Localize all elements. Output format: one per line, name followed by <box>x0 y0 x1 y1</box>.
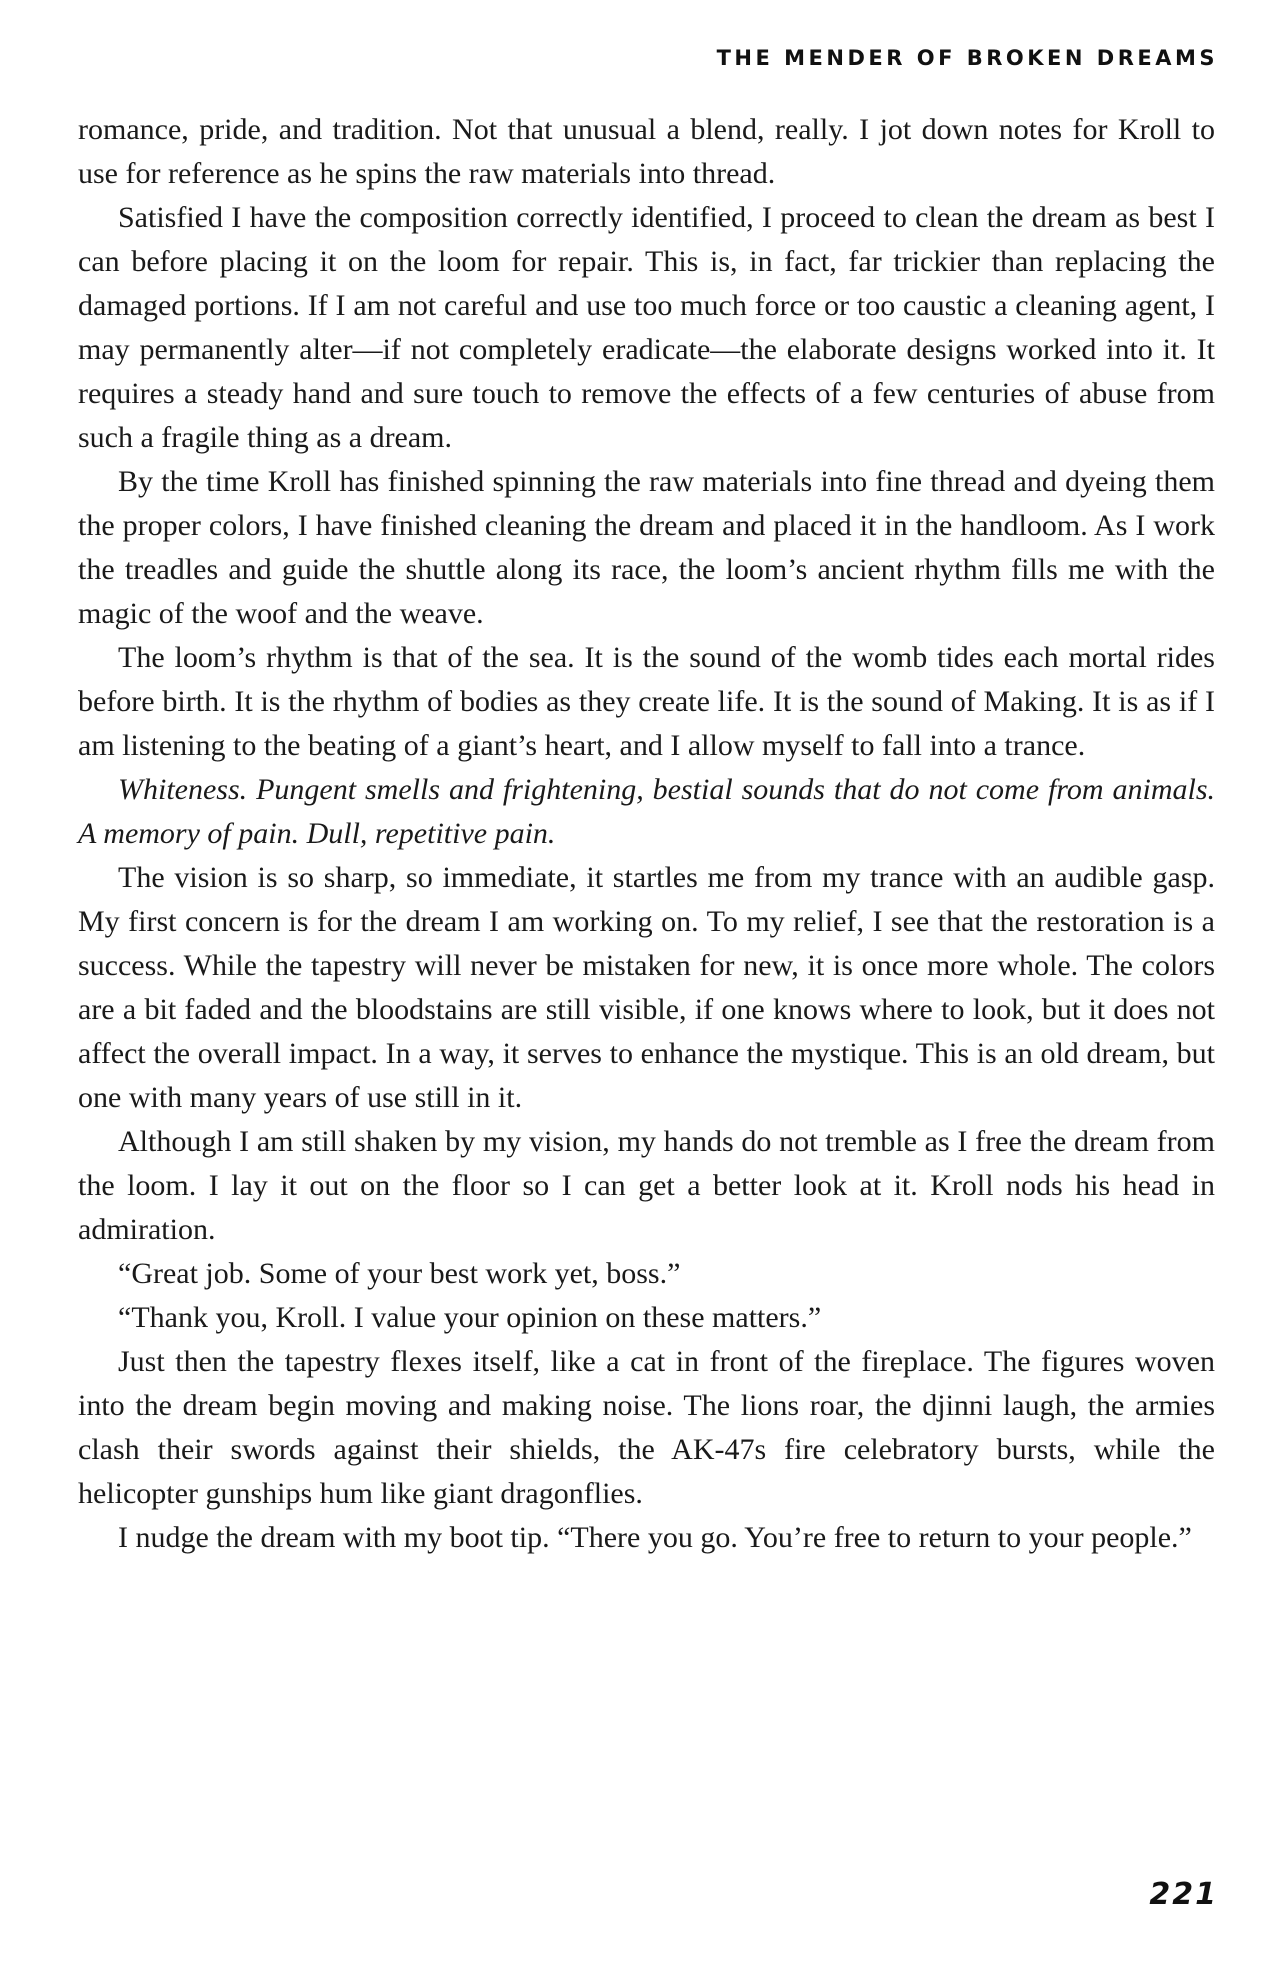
body-text <box>78 108 1215 1560</box>
paragraph: I nudge the dream with my boot tip. “There you go. You’re free to return to your people.” <box>118 1521 1192 1554</box>
paragraph: By the time Kroll has finished spinning the raw materials into fine thread and dyeing them the proper colors, I have finished cleaning the dream and placed it in the handloom. As I work the treadles and guide the shuttle along its race, the loom’s ancient rhythm fills me with the magic of the woof and the weave. <box>78 465 1215 630</box>
paragraph: The vision is so sharp, so immediate, it startles me from my trance with an audible gasp. My first concern is for the dream I am working on. To my relief, I see that the restoration is a success. While the tapestry will never be mistaken for new, it is once more whole. The colors are a bit faded and the bloodstains are still visible, if one knows where to look, but it does not affect the overall impact. In a way, it serves to enhance the mystique. This is an old dream, but one with many years of use still in it. <box>78 861 1215 1114</box>
page-number: 221 <box>1149 1877 1218 1912</box>
dialogue-paragraph: “Great job. Some of your best work yet, boss.” <box>118 1257 681 1290</box>
dialogue-paragraph: “Thank you, Kroll. I value your opinion on these matters.” <box>118 1301 822 1334</box>
running-head: THE MENDER OF BROKEN DREAMS <box>716 46 1218 70</box>
paragraph: The loom’s rhythm is that of the sea. It is the sound of the womb tides each mortal rides before birth. It is the rhythm of bodies as they create life. It is the sound of Making. It is as if I am listening to the beating of a giant’s heart, and I allow myself to fall into a trance. <box>78 641 1215 762</box>
italic-vision-paragraph: Whiteness. Pungent smells and frightening, bestial sounds that do not come from animals. A memory of pain. Dull, repetitive pain. <box>78 773 1215 850</box>
paragraph: romance, pride, and tradition. Not that unusual a blend, really. I jot down notes for Kroll to use for reference as he spins the raw materials into thread. <box>78 113 1215 190</box>
paragraph: Just then the tapestry flexes itself, like a cat in front of the fireplace. The figures woven into the dream begin moving and making noise. The lions roar, the djinni laugh, the armies clash their swords against their shields, the AK-47s fire celebratory bursts, while the helicopter gunships hum like giant dragonflies. <box>78 1345 1215 1510</box>
paragraph: Satisfied I have the composition correctly identified, I proceed to clean the dream as best I can before placing it on the loom for repair. This is, in fact, far trickier than replacing the damaged portions. If I am not careful and use too much force or too caustic a cleaning agent, I may permanently alter—if not completely eradicate—the elaborate designs worked into it. It requires a steady hand and sure touch to remove the effects of a few centuries of abuse from such a fragile thing as a dream. <box>78 201 1215 454</box>
paragraph: Although I am still shaken by my vision, my hands do not tremble as I free the dream from the loom. I lay it out on the floor so I can get a better look at it. Kroll nods his head in admiration. <box>78 1125 1215 1246</box>
